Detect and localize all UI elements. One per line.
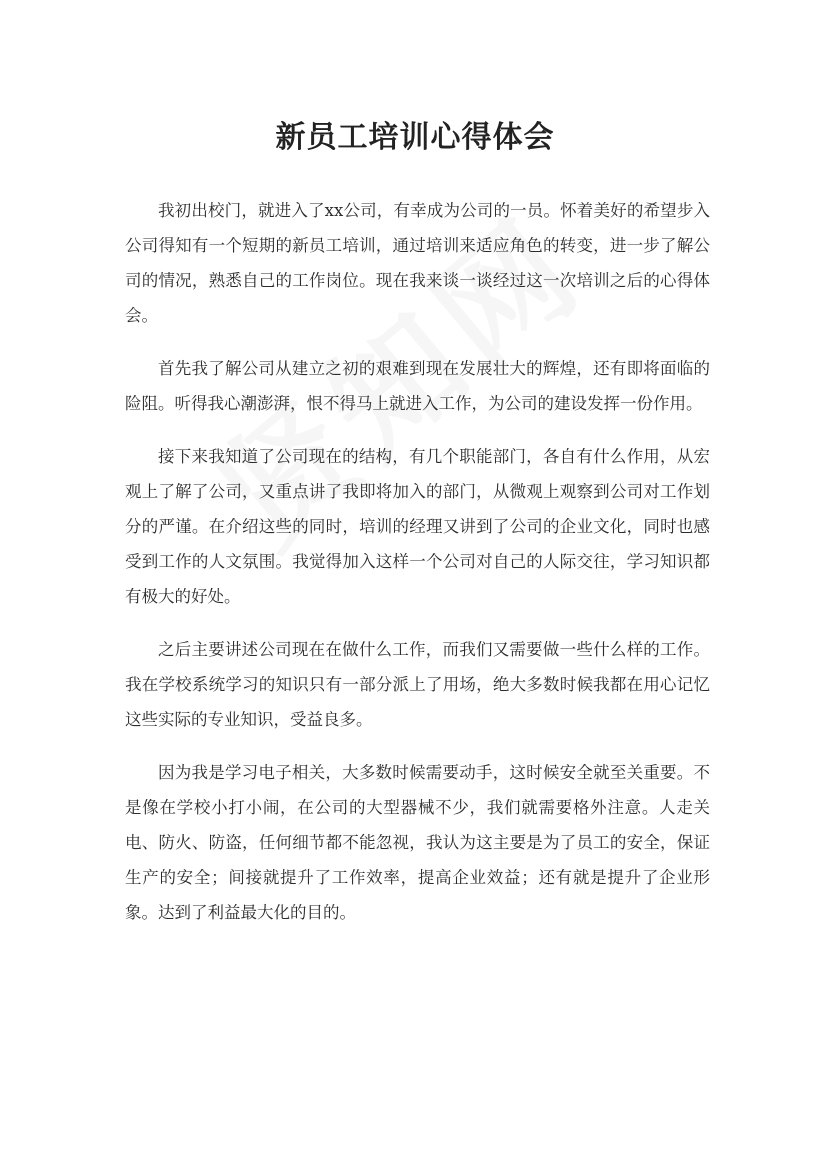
document-title: 新员工培训心得体会 [275, 120, 555, 155]
paragraph-1: 我初出校门，就进入了xx公司，有幸成为公司的一员。怀着美好的希望步入公司得知有一个短期的新员工培训，通过培训来适应角色的转变，进一步了解公司的情况，熟悉自己的工作岗位。现在我来谈一谈经过这一次培训之后的心得体会。 [125, 201, 710, 325]
paragraph-2: 首先我了解公司从建立之初的艰难到现在发展壮大的辉煌，还有即将面临的险阻。听得我心潮澎湃，恨不得马上就进入工作，为公司的建设发挥一份作用。 [125, 359, 710, 413]
document-body [125, 193, 710, 948]
paragraph-4: 之后主要讲述公司现在在做什么工作，而我们又需要做一些什么样的工作。我在学校系统学习的知识只有一部分派上了用场，绝大多数时候我都在用心记忆这些实际的专业知识，受益良多。 [125, 640, 710, 729]
paragraph-5: 因为我是学习电子相关，大多数时候需要动手，这时候安全就至关重要。不是像在学校小打小闹，在公司的大型器械不少，我们就需要格外注意。人走关电、防火、防盗，任何细节都不能忽视，我认为这主要是为了员工的安全，保证生产的安全；间接就提升了工作效率，提高企业效益；还有就是提升了企业形象。达到了利益最大化的目的。 [125, 763, 710, 922]
paragraph-3: 接下来我知道了公司现在的结构，有几个职能部门，各自有什么作用，从宏观上了解了公司，又重点讲了我即将加入的部门，从微观上观察到公司对工作划分的严谨。在介绍这些的同时，培训的经理又讲到了公司的企业文化，同时也感受到工作的人文氛围。我觉得加入这样一个公司对自己的人际交往，学习知识都有极大的好处。 [125, 447, 710, 606]
